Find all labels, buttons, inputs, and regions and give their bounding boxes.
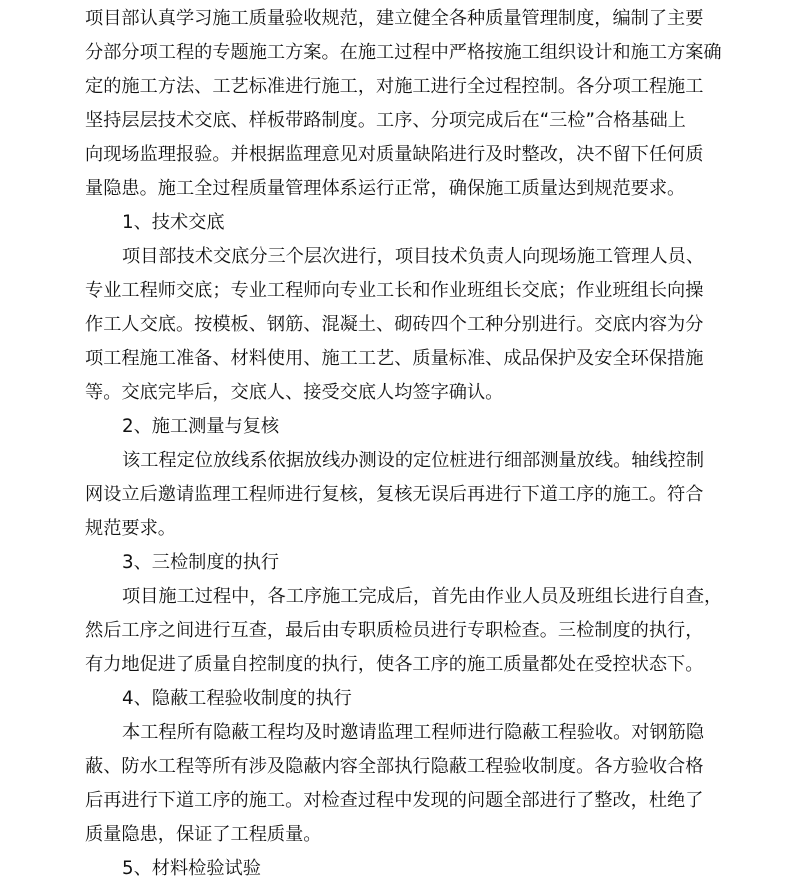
text-line: 质量隐患，保证了工程质量。: [85, 824, 322, 845]
text-line: 作工人交底。按模板、钢筋、混凝土、砌砖四个工种分别进行。交底内容为分: [85, 314, 704, 335]
text-line: 3、三检制度的执行: [122, 552, 280, 573]
text-line: 网设立后邀请监理工程师进行复核，复核无误后再进行下道工序的施工。符合: [85, 484, 704, 505]
text-line: 向现场监理报验。并根据监理意见对质量缺陷进行及时整改，决不留下任何质: [85, 144, 704, 165]
text-line: 4、隐蔽工程验收制度的执行: [122, 688, 352, 709]
text-line: 5、材料检验试验: [122, 858, 261, 878]
text-line: 本工程所有隐蔽工程均及时邀请监理工程师进行隐蔽工程验收。对钢筋隐: [122, 722, 705, 743]
text-line: 专业工程师交底；专业工程师向专业工长和作业班组长交底；作业班组长向操: [85, 280, 704, 301]
text-line: 坚持层层技术交底、样板带路制度。工序、分项完成后在“三检”合格基础上: [85, 110, 686, 131]
text-line: 定的施工方法、工艺标准进行施工，对施工进行全过程控制。各分项工程施工: [85, 76, 704, 97]
text-line: 然后工序之间进行互查，最后由专职质检员进行专职检查。三检制度的执行，: [85, 620, 704, 641]
text-line: 量隐患。施工全过程质量管理体系运行正常，确保施工质量达到规范要求。: [85, 178, 686, 199]
text-line: 等。交底完毕后，交底人、接受交底人均签字确认。: [85, 382, 504, 403]
document-body: [85, 2, 725, 878]
text-line: 有力地促进了质量自控制度的执行，使各工序的施工质量都处在受控状态下。: [85, 654, 704, 675]
text-line: 规范要求。: [85, 518, 176, 539]
text-line: 后再进行下道工序的施工。对检查过程中发现的问题全部进行了整改，杜绝了: [85, 790, 704, 811]
text-line: 项工程施工准备、材料使用、施工工艺、质量标准、成品保护及安全环保措施: [85, 348, 704, 369]
text-line: 蔽、防水工程等所有涉及隐蔽内容全部执行隐蔽工程验收制度。各方验收合格: [85, 756, 704, 777]
text-line: 2、施工测量与复核: [122, 416, 280, 437]
text-line: 该工程定位放线系依据放线办测设的定位桩进行细部测量放线。轴线控制: [122, 450, 705, 471]
text-line: 项目部认真学习施工质量验收规范，建立健全各种质量管理制度，编制了主要: [85, 8, 704, 29]
text-line: 项目部技术交底分三个层次进行，项目技术负责人向现场施工管理人员、: [122, 246, 705, 267]
text-line: 分部分项工程的专题施工方案。在施工过程中严格按施工组织设计和施工方案确: [85, 42, 722, 63]
text-line: 项目施工过程中，各工序施工完成后，首先由作业人员及班组长进行自查，: [122, 586, 723, 607]
text-line: 1、技术交底: [122, 212, 225, 233]
